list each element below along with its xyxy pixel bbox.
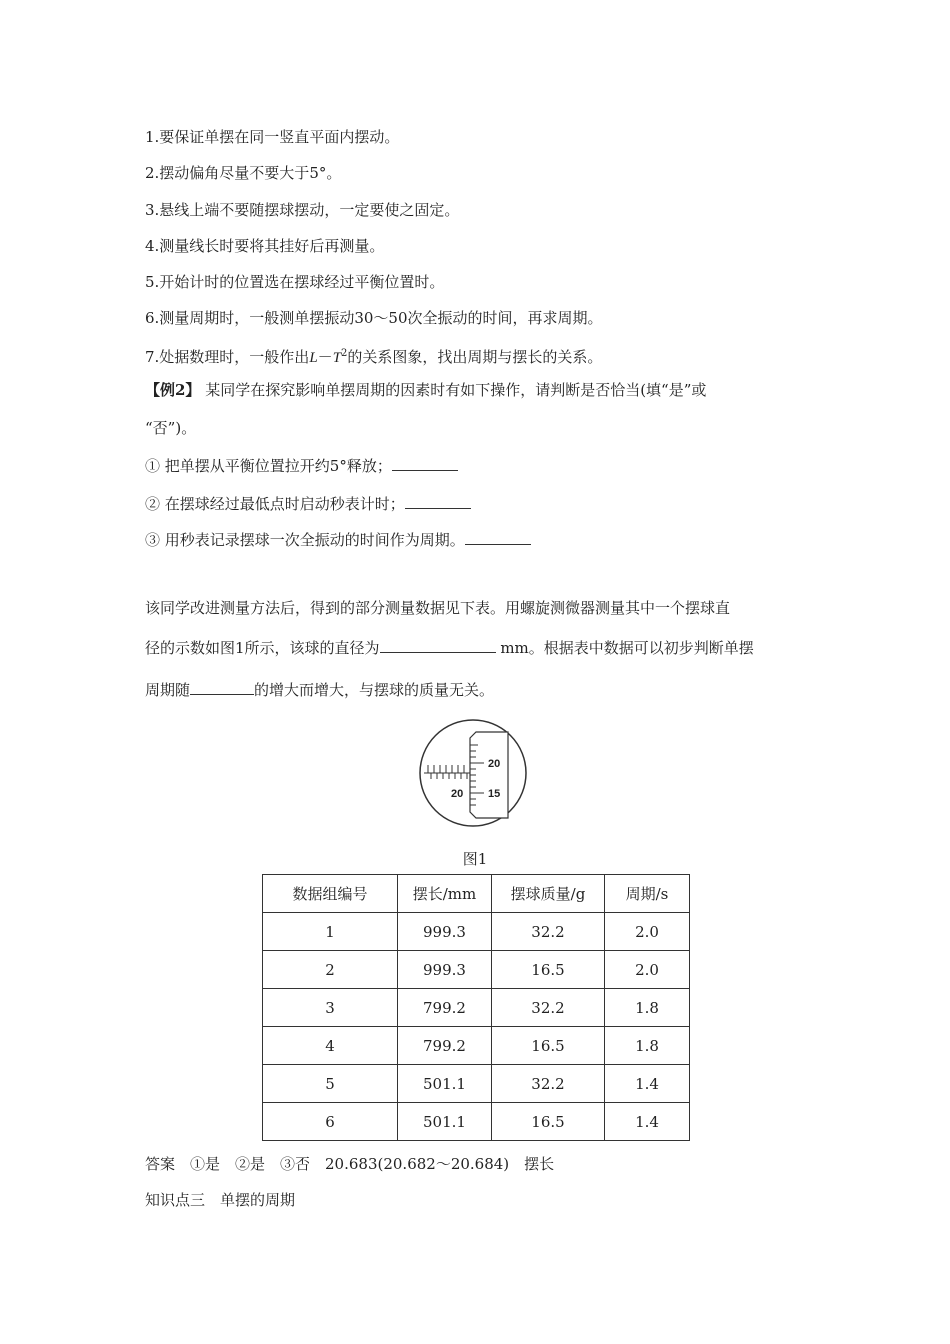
paragraph-line-2-a: 径的示数如图1所示，该球的直径为 — [145, 639, 380, 657]
answer-blank-variable — [190, 680, 254, 695]
note-4: 4.测量线长时要将其挂好后再测量。 — [145, 237, 385, 255]
note-7-sup: 2 — [341, 348, 348, 359]
note-7 — [145, 344, 602, 368]
note-3: 3.悬线上端不要随摆球摆动，一定要使之固定。 — [145, 201, 460, 219]
note-6: 6.测量周期时，一般测单摆振动30～50次全振动的时间，再求周期。 — [145, 309, 603, 327]
table-cell: 2.0 — [605, 951, 690, 989]
thimble-label-lower: 15 — [488, 788, 501, 800]
table-row — [263, 1065, 690, 1103]
sleeve-label: 20 — [451, 788, 464, 800]
table-cell: 2.0 — [605, 913, 690, 951]
table-cell: 16.5 — [492, 1027, 605, 1065]
note-7-var-l: L — [309, 350, 318, 366]
thimble-label-upper: 20 — [488, 758, 501, 770]
note-7-suffix: 的关系图象，找出周期与摆长的关系。 — [347, 348, 603, 366]
data-table — [262, 874, 690, 1141]
table-cell: 1.4 — [605, 1103, 690, 1141]
paragraph-line-2 — [145, 638, 754, 658]
note-5: 5.开始计时的位置选在摆球经过平衡位置时。 — [145, 273, 445, 291]
table-cell: 1.8 — [605, 1027, 690, 1065]
example-tag: 【例2】 — [145, 381, 201, 399]
example-item-3-text: ③ 用秒表记录摆球一次全振动的时间作为周期。 — [145, 531, 465, 549]
table-cell: 32.2 — [492, 989, 605, 1027]
paragraph-line-3-b: 的增大而增大，与摆球的质量无关。 — [254, 681, 495, 699]
note-1: 1.要保证单摆在同一竖直平面内摆动。 — [145, 128, 400, 146]
table-header: 摆长/mm — [398, 875, 492, 913]
table-header: 数据组编号 — [263, 875, 398, 913]
example-item-2 — [145, 494, 471, 514]
section-heading: 知识点三 单摆的周期 — [145, 1191, 296, 1209]
table-cell: 501.1 — [398, 1103, 492, 1141]
micrometer-figure — [418, 718, 528, 828]
answer-blank-2 — [405, 494, 471, 509]
paragraph-line-3 — [145, 680, 494, 700]
table-cell: 16.5 — [492, 951, 605, 989]
example-item-2-text: ② 在摆球经过最低点时启动秒表计时； — [145, 495, 405, 513]
table-cell: 5 — [263, 1065, 398, 1103]
example-stem-text: 某同学在探究影响单摆周期的因素时有如下操作，请判断是否恰当(填“是”或 — [200, 381, 707, 399]
answer-blank-diameter — [380, 638, 496, 653]
answer-line: 答案 ①是 ②是 ③否 20.683(20.682～20.684) 摆长 — [145, 1155, 555, 1173]
table-row — [263, 989, 690, 1027]
note-7-dash: － — [317, 348, 333, 366]
table-cell: 799.2 — [398, 989, 492, 1027]
table-row — [263, 1103, 690, 1141]
table-row — [263, 951, 690, 989]
table-cell: 1 — [263, 913, 398, 951]
example-stem-line-2: “否”)。 — [145, 419, 197, 437]
answer-blank-3 — [465, 530, 531, 545]
table-cell: 16.5 — [492, 1103, 605, 1141]
note-7-var-t: T — [332, 350, 342, 366]
figure-caption: 图1 — [462, 850, 488, 868]
table-cell: 501.1 — [398, 1065, 492, 1103]
answer-blank-1 — [392, 456, 458, 471]
table-cell: 6 — [263, 1103, 398, 1141]
example-item-3 — [145, 530, 531, 550]
table-cell: 32.2 — [492, 1065, 605, 1103]
table-header: 摆球质量/g — [492, 875, 605, 913]
paragraph-line-2-b: mm。根据表中数据可以初步判断单摆 — [495, 639, 754, 657]
table-cell: 4 — [263, 1027, 398, 1065]
table-cell: 799.2 — [398, 1027, 492, 1065]
table-header: 周期/s — [605, 875, 690, 913]
table-header-row — [263, 875, 690, 913]
example-stem-line-1 — [145, 380, 706, 400]
table-cell: 32.2 — [492, 913, 605, 951]
note-2: 2.摆动偏角尽量不要大于5°。 — [145, 164, 342, 182]
table-cell: 1.8 — [605, 989, 690, 1027]
table-cell: 3 — [263, 989, 398, 1027]
table-cell: 1.4 — [605, 1065, 690, 1103]
paragraph-line-3-a: 周期随 — [145, 681, 191, 699]
table-row — [263, 913, 690, 951]
example-item-1-text: ① 把单摆从平衡位置拉开约5°释放； — [145, 457, 392, 475]
note-7-prefix: 7.处据数理时，一般作出 — [145, 348, 310, 366]
table-cell: 2 — [263, 951, 398, 989]
paragraph-line-1: 该同学改进测量方法后，得到的部分测量数据见下表。用螺旋测微器测量其中一个摆球直 — [145, 599, 731, 617]
table-cell: 999.3 — [398, 951, 492, 989]
table-row — [263, 1027, 690, 1065]
example-item-1 — [145, 456, 458, 476]
table-cell: 999.3 — [398, 913, 492, 951]
